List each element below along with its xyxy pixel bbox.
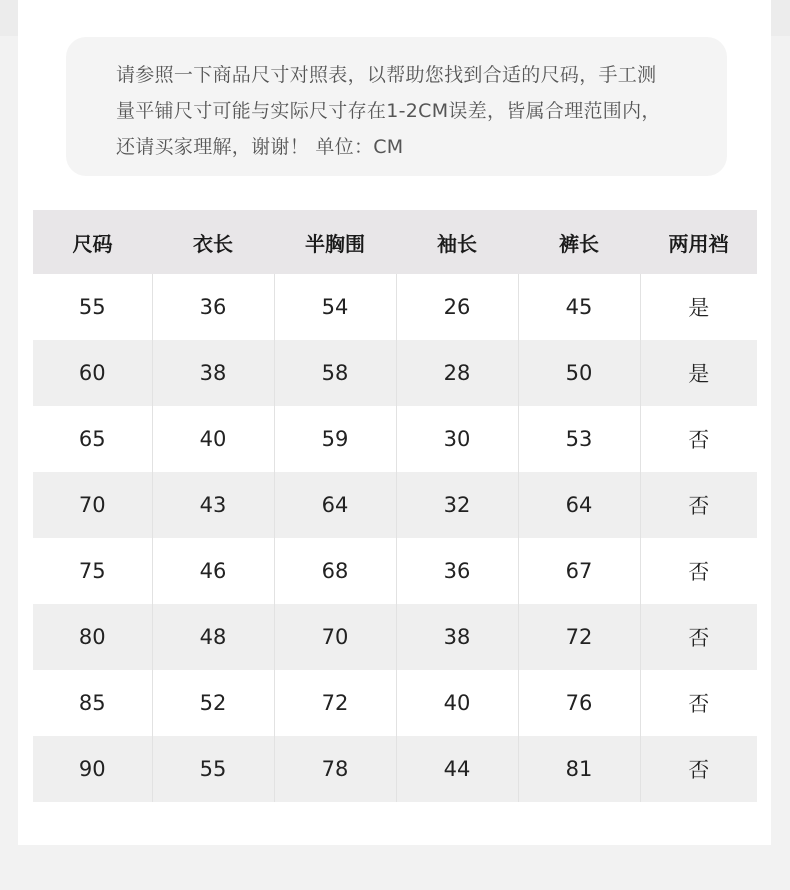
table-cell: 70 <box>274 604 396 670</box>
table-header-row <box>33 210 757 274</box>
table-row <box>33 670 757 736</box>
header-size: 尺码 <box>33 210 152 274</box>
table-cell: 否 <box>640 604 757 670</box>
table-cell: 43 <box>152 472 274 538</box>
table-row <box>33 472 757 538</box>
table-cell: 36 <box>152 274 274 340</box>
table-cell: 40 <box>152 406 274 472</box>
table-cell: 48 <box>152 604 274 670</box>
table-cell: 72 <box>518 604 640 670</box>
table-cell: 是 <box>640 274 757 340</box>
header-length: 衣长 <box>152 210 274 274</box>
table-row <box>33 406 757 472</box>
table-cell: 64 <box>518 472 640 538</box>
table-cell: 否 <box>640 538 757 604</box>
table-cell: 58 <box>274 340 396 406</box>
table-row <box>33 604 757 670</box>
table-cell: 68 <box>274 538 396 604</box>
table-cell: 28 <box>396 340 518 406</box>
table-cell: 50 <box>518 340 640 406</box>
header-half-chest: 半胸围 <box>274 210 396 274</box>
header-sleeve: 袖长 <box>396 210 518 274</box>
table-cell: 78 <box>274 736 396 802</box>
top-edge-strip <box>771 0 790 36</box>
table-cell: 75 <box>33 538 152 604</box>
table-cell: 59 <box>274 406 396 472</box>
table-cell: 32 <box>396 472 518 538</box>
table-cell: 是 <box>640 340 757 406</box>
table-cell: 55 <box>152 736 274 802</box>
table-cell: 53 <box>518 406 640 472</box>
table-cell: 72 <box>274 670 396 736</box>
table-cell: 30 <box>396 406 518 472</box>
size-table <box>33 210 757 802</box>
header-pants-length: 裤长 <box>518 210 640 274</box>
table-cell: 64 <box>274 472 396 538</box>
table-cell: 46 <box>152 538 274 604</box>
table-cell: 60 <box>33 340 152 406</box>
note-line: 请参照一下商品尺寸对照表，以帮助您找到合适的尺码，手工测 <box>116 64 657 86</box>
table-cell: 76 <box>518 670 640 736</box>
table-cell: 55 <box>33 274 152 340</box>
table-cell: 26 <box>396 274 518 340</box>
table-cell: 85 <box>33 670 152 736</box>
table-cell: 52 <box>152 670 274 736</box>
table-cell: 90 <box>33 736 152 802</box>
size-chart-panel <box>18 0 771 845</box>
table-cell: 否 <box>640 670 757 736</box>
note-line: 还请买家理解，谢谢！ 单位：CM <box>116 136 404 158</box>
table-row <box>33 274 757 340</box>
table-cell: 67 <box>518 538 640 604</box>
table-cell: 70 <box>33 472 152 538</box>
table-cell: 38 <box>396 604 518 670</box>
table-cell: 45 <box>518 274 640 340</box>
table-cell: 38 <box>152 340 274 406</box>
table-cell: 81 <box>518 736 640 802</box>
table-cell: 44 <box>396 736 518 802</box>
table-row <box>33 340 757 406</box>
note-line: 量平铺尺寸可能与实际尺寸存在1-2CM误差，皆属合理范围内， <box>116 100 661 122</box>
table-cell: 否 <box>640 736 757 802</box>
table-cell: 54 <box>274 274 396 340</box>
table-cell: 否 <box>640 406 757 472</box>
table-row <box>33 538 757 604</box>
table-row <box>33 736 757 802</box>
table-cell: 否 <box>640 472 757 538</box>
table-cell: 40 <box>396 670 518 736</box>
table-cell: 36 <box>396 538 518 604</box>
top-edge-strip <box>0 0 18 36</box>
table-cell: 65 <box>33 406 152 472</box>
table-cell: 80 <box>33 604 152 670</box>
header-dual-crotch: 两用裆 <box>640 210 757 274</box>
size-note-box <box>66 37 727 176</box>
